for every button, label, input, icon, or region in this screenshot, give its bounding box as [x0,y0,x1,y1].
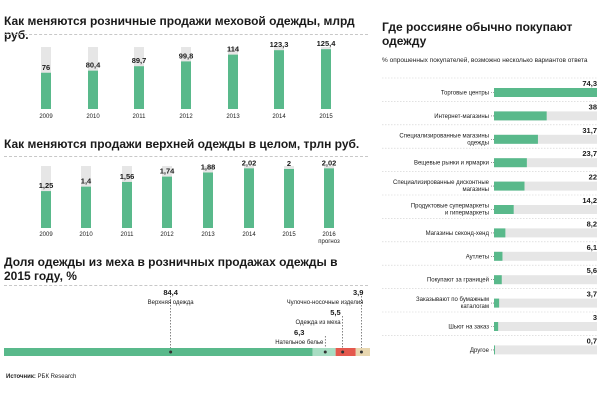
chart4-bar [494,88,597,97]
chart2-value-label: 2,02 [321,158,337,168]
chart4-category-label: и гипермаркеты [444,210,489,217]
chart4-value-label: 14,2 [582,196,597,205]
chart4-bar [494,158,527,167]
chart4-value-label: 8,2 [586,219,597,229]
chart4-category-label: каталогам [460,304,489,311]
chart1-value-label: 114 [226,44,240,54]
chart4-bar-bg [494,322,597,331]
chart4-bar [494,135,538,144]
chart4-bar-bg [494,275,597,284]
chart4-title: Где россияне обычно покупают одежду [382,20,573,48]
chart4-category-label: Магазины секонд-хенд [425,230,489,237]
chart4-value-label: 22 [588,172,597,182]
chart2-tick-label: 2016 [322,232,336,238]
chart4-category-label: Покупают за границей [426,277,489,284]
chart4-category-label: Специализированные магазины [399,133,489,140]
chart1-tick-label: 2010 [86,114,100,120]
chart1-value-label: 125,4 [316,39,336,49]
chart3-value-label: 3,9 [353,288,364,297]
chart4-bar [494,252,502,261]
chart1-value-label: 89,7 [131,56,147,66]
source-note [6,374,76,380]
chart4-subtitle: % опрошенных покупателей, возможно несколько вариантов ответа [382,57,588,64]
chart3-segment-label: Нательное белье [275,340,324,346]
chart4-category-label: Заказывают по бумажным [415,297,489,304]
chart1-tick-label: 2013 [226,114,240,120]
source-value: РБК Research [37,374,77,380]
chart1-value-label: 99,8 [178,51,194,61]
chart2-value-label: 2 [286,158,292,168]
chart4-bar-bg [494,252,597,261]
chart4-category-label: Торговые центры [440,90,489,97]
chart1-value-label: 76 [41,62,51,72]
chart4-value-label: 6,1 [586,242,597,252]
chart3-segment-label: Верхняя одежда [147,300,194,306]
chart1-tick-label: 2009 [39,114,53,120]
chart2-tick-label: 2014 [242,232,256,238]
chart2-tick-label: 2010 [79,232,93,238]
chart3-title: Доля одежды из меха в розничных продажах одежды в 2015 году, % [4,255,338,283]
chart2-value-label: 2,02 [241,158,257,168]
chart1-title: Как меняются розничные продажи меховой одежды, млрд руб. [4,14,355,42]
chart1-tick-label: 2011 [132,114,146,120]
chart4-bar-bg [494,345,597,354]
chart4-category-label: одежды [467,140,489,147]
chart4-category-label: Другое [469,347,489,354]
chart4-value-label: 3,7 [586,289,597,299]
chart4-value-label: 5,6 [586,266,597,276]
chart4-category-label: Шьют на заказ [448,324,489,331]
chart3-value-label: 84,4 [163,288,178,297]
chart2-tick-label: 2011 [120,232,134,238]
chart1-tick-label: 2012 [179,114,193,120]
chart4-value-label: 0,7 [586,336,597,346]
chart2-title: Как меняются продажи верхней одежды в целом, трлн руб. [4,137,360,151]
chart4-value-label: 38 [588,102,597,112]
chart4-bar [494,111,547,120]
chart4-bar-bg [494,299,597,308]
chart4-bar [494,275,502,284]
chart4-category-label: Интернет-магазины [434,113,489,120]
chart4-category-label: Специализированные дисконтные [393,180,489,187]
chart2-tick-label: 2012 [160,232,174,238]
chart2-value-label: 1,4 [80,176,92,186]
chart4-bar [494,182,524,191]
chart3-value-label: 5,5 [330,308,341,317]
chart4-category-label: Вещевые рынки и ярмарки [413,160,489,167]
chart2-value-label: 1,74 [159,166,175,176]
chart3-segment-label: Чулочно-носочные изделия [286,300,364,306]
chart2-tick-label: 2015 [282,232,296,238]
chart2-tick-label: 2009 [39,232,53,238]
chart4-value-label: 23,7 [582,149,597,159]
chart4-category-label: Аутлеты [465,254,489,261]
chart4-bar-bg [494,228,597,237]
source-label: Источник: [6,374,36,380]
chart1-value-label: 80,4 [85,60,101,70]
chart2-tick-label: прогноз [318,239,340,245]
chart4-bar [494,322,498,331]
chart4-bar [494,228,505,237]
chart4-bar [494,299,499,308]
chart1-value-label: 123,3 [269,40,289,50]
chart4-value-label: 74,3 [582,79,597,88]
chart2-value-label: 1,56 [119,171,135,181]
chart3-segment-label: Одежда из меха [295,320,341,326]
chart4-category-label: магазины [462,187,489,194]
chart2-tick-label: 2013 [201,232,215,238]
chart2-value-label: 1,88 [200,162,216,172]
chart4-bar [494,205,514,214]
chart2-value-label: 1,25 [38,181,54,191]
chart3-value-label: 6,3 [294,328,305,337]
chart4-value-label: 31,7 [582,125,597,135]
chart4-category-label: Продуктовые супермаркеты [410,203,489,210]
chart1-tick-label: 2014 [272,114,286,120]
chart1-tick-label: 2015 [319,114,333,120]
chart4-value-label: 3 [592,313,597,322]
chart4-bar [494,345,495,354]
